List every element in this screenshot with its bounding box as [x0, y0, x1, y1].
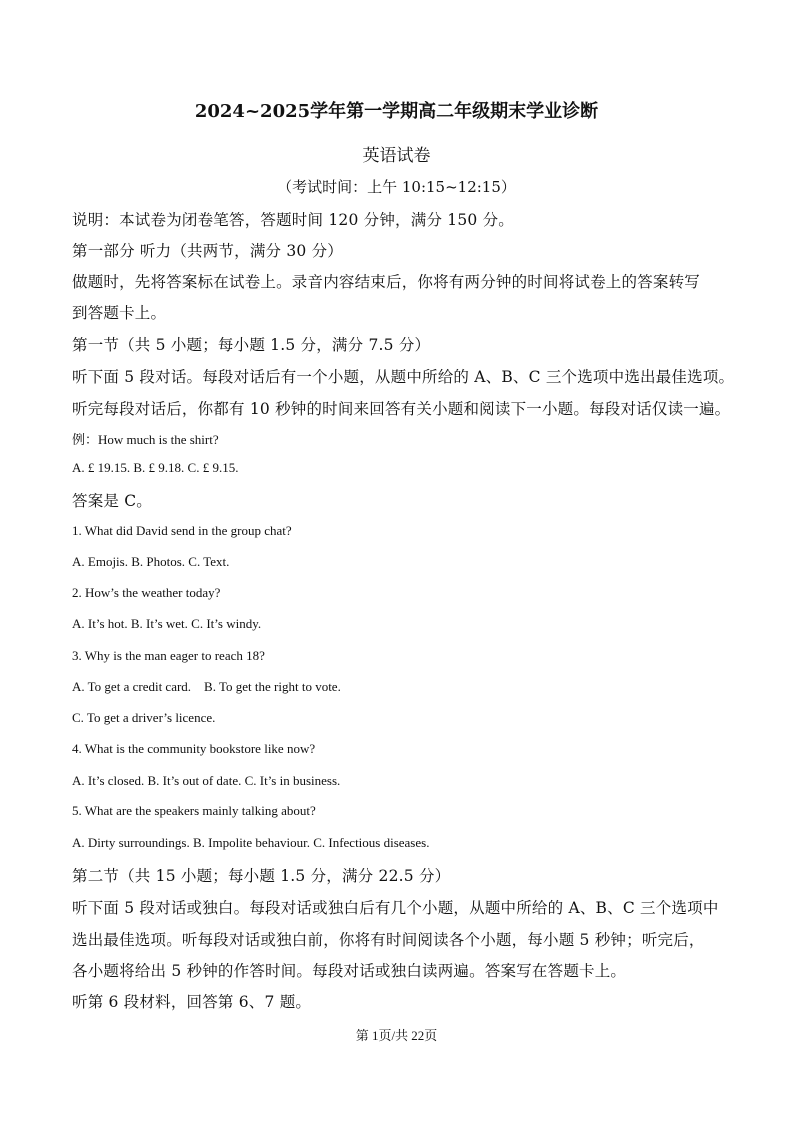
question-3-options: A. To get a credit card. B. To get the right to vote. — [72, 679, 341, 694]
section1-description-line1: 听下面 5 段对话。每段对话后有一个小题，从题中所给的 A、B、C 三个选项中选出最佳选项。 — [72, 368, 735, 386]
part1-description-line1: 做题时，先将答案标在试卷上。录音内容结束后，你将有两分钟的时间将试卷上的答案转写 — [72, 273, 701, 291]
section2-description-line2: 选出最佳选项。听每段对话或独白前，你将有时间阅读各个小题，每小题 5 秒钟；听完后， — [72, 931, 705, 949]
exam-time: （考试时间：上午 10:15~12:15） — [277, 178, 516, 196]
example-options: A. £ 19.15. B. £ 9.18. C. £ 9.15. — [72, 460, 239, 475]
example-question: 例：How much is the shirt? — [72, 432, 219, 447]
part1-description-line2: 到答题卡上。 — [72, 304, 167, 322]
section2-material: 听第 6 段材料，回答第 6、7 题。 — [72, 993, 312, 1011]
section1-heading: 第一节（共 5 小题；每小题 1.5 分，满分 7.5 分） — [72, 336, 431, 354]
question-2: 2. How’s the weather today? — [72, 585, 221, 600]
exam-title: 2024~2025学年第一学期高二年级期末学业诊断 — [194, 101, 599, 122]
page-number: 第 1页/共 22页 — [355, 1028, 438, 1043]
question-1: 1. What did David send in the group chat? — [72, 523, 292, 538]
question-5: 5. What are the speakers mainly talking about? — [72, 803, 316, 818]
section2-heading: 第二节（共 15 小题；每小题 1.5 分，满分 22.5 分） — [72, 867, 451, 885]
exam-subject: 英语试卷 — [362, 146, 431, 166]
question-4-options: A. It’s closed. B. It’s out of date. C. It’s in business. — [72, 773, 341, 788]
question-3-options-line2: C. To get a driver’s licence. — [72, 710, 216, 725]
section2-description-line1: 听下面 5 段对话或独白。每段对话或独白后有几个小题，从题中所给的 A、B、C 三个选项中 — [72, 899, 719, 917]
question-3: 3. Why is the man eager to reach 18? — [72, 648, 265, 663]
exam-note: 说明：本试卷为闭卷笔答，答题时间 120 分钟，满分 150 分。 — [72, 211, 514, 229]
example-answer: 答案是 C。 — [72, 492, 152, 510]
question-2-options: A. It’s hot. B. It’s wet. C. It’s windy. — [72, 616, 262, 631]
question-5-options: A. Dirty surroundings. B. Impolite behaviour. C. Infectious diseases. — [72, 835, 430, 850]
question-4: 4. What is the community bookstore like now? — [72, 741, 316, 756]
part1-heading: 第一部分 听力（共两节，满分 30 分） — [72, 242, 344, 260]
question-1-options: A. Emojis. B. Photos. C. Text. — [72, 554, 230, 569]
section1-description-line2: 听完每段对话后，你都有 10 秒钟的时间来回答有关小题和阅读下一小题。每段对话仅读一遍。 — [72, 400, 731, 418]
section2-description-line3: 各小题将给出 5 秒钟的作答时间。每段对话或独白读两遍。答案写在答题卡上。 — [72, 962, 627, 980]
